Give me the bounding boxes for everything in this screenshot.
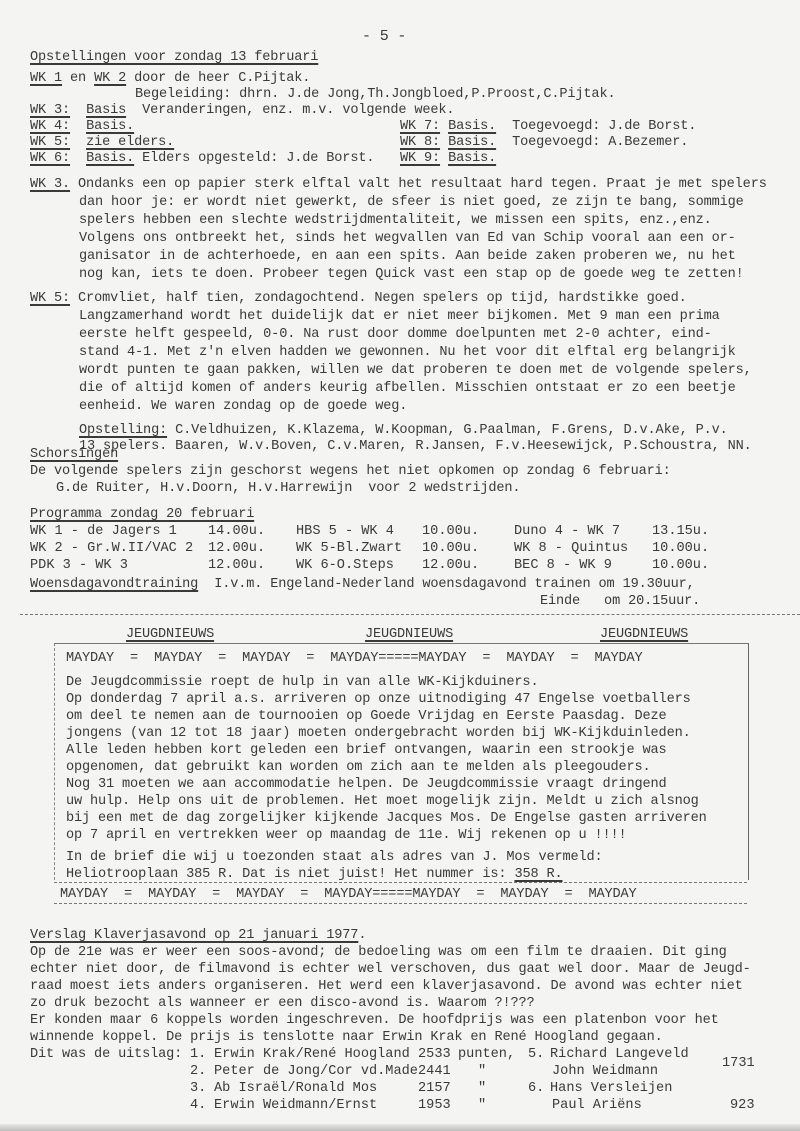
team-row-wk4 <box>30 118 134 135</box>
wk3-report-line-5: ganisator in de achterhoede, en aan een spits. Aan beide zaken proberen we, nu het <box>79 249 736 264</box>
team-label: WK 3: <box>30 103 71 118</box>
klaverjas-line-1: Op de 21e was er weer een soos-avond; de bedoeling was om een film te draaien. Dit ging <box>30 945 727 960</box>
page-edge <box>0 1124 800 1131</box>
result-points: 2441 <box>418 1064 451 1079</box>
programma-match: WK 6-O.Steps <box>296 558 394 573</box>
jeugd-line-10: op 7 april en vertrekken weer op maandag de 11e. Wij rekenen op u !!!! <box>66 828 627 843</box>
jeugd-line-8: uw hulp. Help ons uit de problemen. Het moet mogelijk zijn. Meldt u zich alsnog <box>66 794 699 809</box>
wk5-report-line-6: die of altijd komen of anders keurig afbellen. Misschien ontstaat er zo een beetje <box>79 381 736 396</box>
klaverjas-title: Verslag Klaverjasavond op 21 januari 1977 <box>30 928 359 943</box>
team-basis: Basis. <box>86 119 135 134</box>
programma-time: 13.15u. <box>652 524 710 539</box>
team-note: Toegevoegd: A.Bezemer. <box>496 135 689 150</box>
jeugd-line-4: jongens (van 12 tot 18 jaar) moeten ondergebracht worden bij WK-Kijkduinleden. <box>66 726 691 741</box>
programma-title: Programma zondag 20 februari <box>30 507 255 522</box>
mayday-banner-bottom: MAYDAY = MAYDAY = MAYDAY = MAYDAY=====MAYDAY = MAYDAY = MAYDAY <box>60 887 637 902</box>
jeugd-line-7: Nog 31 moeten we aan accommodatie helpen. De Jeugdcommissie vraagt dringend <box>66 777 667 792</box>
team-basis: zie elders. <box>86 135 175 150</box>
result-pair-a: Richard Langeveld <box>550 1047 689 1062</box>
result-points: 2533 <box>418 1047 451 1062</box>
wk5-report-line-3: eerste helft gespeeld, 0-0. Na rust door domme doelpunten met 2-0 achter, eind- <box>79 327 712 342</box>
programma-match: HBS 5 - WK 4 <box>296 524 394 539</box>
page-number: - 5 - <box>362 28 407 45</box>
team-label: WK 7: <box>400 119 441 134</box>
programma-match: Duno 4 - WK 7 <box>514 524 621 539</box>
klaverjas-title-line <box>30 927 366 944</box>
results-label: Dit was de uitslag: <box>30 1047 183 1062</box>
klaverjas-line-3: raad moest iets anders organiseren. Het werd een klaverjasavond. De avond was echter niet <box>30 979 743 994</box>
result-rank: 1. <box>190 1047 207 1062</box>
klaverjas-line-4: zo druk bezocht als wanneer er een disco-avond is. Waarom ?!??? <box>30 996 535 1011</box>
programma-match: WK 1 - de Jagers 1 <box>30 524 177 539</box>
wk5-report-line-1 <box>30 290 687 307</box>
programma-match: BEC 8 - WK 9 <box>514 558 612 573</box>
result-points: 2157 <box>418 1081 451 1096</box>
programma-time: 12.00u. <box>422 558 480 573</box>
schorsingen-line-2: G.de Ruiter, H.v.Doorn, H.v.Harrewijn voor 2 wedstrijden. <box>56 481 521 496</box>
team-basis: Basis. <box>448 151 497 166</box>
result-pair: Erwin Krak/René Hoogland <box>214 1047 410 1062</box>
result-pair-b: Paul Ariëns <box>552 1098 642 1113</box>
schorsingen-title: Schorsingen <box>30 447 119 462</box>
team-row-wk8 <box>400 134 688 151</box>
result-points: 1953 <box>418 1098 451 1113</box>
team-row-wk6 <box>30 150 374 167</box>
wk12-text: door de heer C.Pijtak. <box>126 71 311 86</box>
mayday-banner-top: MAYDAY = MAYDAY = MAYDAY = MAYDAY=====MAYDAY = MAYDAY = MAYDAY <box>66 651 643 666</box>
wk5-report-line-5: wordt punten te gaan pakken, willen we dat proberen te doen met de volgende spelers, <box>79 363 752 378</box>
wk5-report-line-2: Langzamerhand wordt het duidelijk dat er niet meer bijkomen. Met 9 man een prima <box>79 309 720 324</box>
team-note: Elders opgesteld: J.de Borst. <box>134 151 375 166</box>
programma-match: WK 8 - Quintus <box>514 541 629 556</box>
wk12-en: en <box>62 71 95 86</box>
programma-time: 10.00u. <box>652 541 710 556</box>
result-rank: 3. <box>190 1081 207 1096</box>
schorsingen-line-1: De volgende spelers zijn geschorst wegens het niet opkomen op zondag 6 februari: <box>30 464 671 479</box>
team-basis: Basis. <box>86 151 135 166</box>
wk5-report-label: WK 5: <box>30 291 71 306</box>
correction-text: Heliotrooplaan 385 R. Dat is niet juist! Het nummer is: <box>66 867 515 882</box>
programma-time: 12.00u. <box>208 541 266 556</box>
programma-match: WK 2 - Gr.W.II/VAC 2 <box>30 541 194 556</box>
team-label: WK 5: <box>30 135 71 150</box>
jeugdnieuws-header-center: JEUGDNIEUWS <box>365 627 454 642</box>
correct-number: 358 R. <box>514 867 563 882</box>
team-note: Toegevoegd: J.de Borst. <box>496 119 697 134</box>
wk3-report-label: WK 3. <box>30 177 71 192</box>
klaverjas-line-2: echter niet door, de filmavond is echter wel verschoven, dus gaat wel door. Maar de Jeugd- <box>30 962 751 977</box>
klaverjas-line-5: Er konden maar 6 koppels worden ingeschreven. De hoofdprijs was een platenbon voor het <box>30 1013 719 1028</box>
programma-time: 10.00u. <box>652 558 710 573</box>
jeugd-line-6: opgenomen, dat gebruikt kan worden om zich aan te melden als pleegouders. <box>66 760 651 775</box>
programma-time: 12.00u. <box>208 558 266 573</box>
wk3-report-line-2: dan hoor je: er wordt niet gewerkt, de sfeer is niet goed, ze zijn te bang, sommige <box>79 195 744 210</box>
result-pair-b: John Weidmann <box>552 1064 659 1079</box>
team-basis: Basis. <box>448 119 497 134</box>
result-rank: 5. <box>528 1047 545 1062</box>
jeugdnieuws-header-right: JEUGDNIEUWS <box>600 627 689 642</box>
wk5-report-line-4: stand 4-1. Met z'n elven hadden we gewonnen. Nu het voor dit elftal erg belangrijk <box>79 345 736 360</box>
klaverjas-line-6: winnende koppel. De prijs is tenslotte naar Erwin Krak en René Hoogland gegaan. <box>30 1030 663 1045</box>
correction-line-1: In de brief die wij u toezonden staat als adres van J. Mos vermeld: <box>66 850 603 865</box>
team-label: WK 8: <box>400 135 441 150</box>
wk3-report-line-3: spelers hebben een slechte wedstrijdmentaliteit, we missen een spits, enz.,enz. <box>79 213 712 228</box>
opstelling-label: Opstelling: <box>79 423 168 438</box>
team-row-wk7 <box>400 118 696 135</box>
team-label: WK 9: <box>400 151 441 166</box>
team-note: Veranderingen, enz. m.v. volgende week. <box>126 103 455 118</box>
report-text: Cromvliet, half tien, zondagochtend. Negen spelers op tijd, hardstikke goed. <box>70 291 687 306</box>
opstellingen-title: Opstellingen voor zondag 13 februari <box>30 50 319 65</box>
wk5-report-line-7: eenheid. We waren zondag op de goede weg. <box>79 399 408 414</box>
team-label: WK 4: <box>30 119 71 134</box>
programma-time: 10.00u. <box>422 524 480 539</box>
box-bottom-border <box>54 903 747 904</box>
team-row-wk9 <box>400 150 496 167</box>
programma-time: 10.00u. <box>422 541 480 556</box>
opstelling-line-2: 13 spelers. Baaren, W.v.Boven, C.v.Maren, R.Jansen, F.v.Heesewijck, P.Schoustra, NN. <box>79 439 752 454</box>
programma-match: PDK 3 - WK 3 <box>30 558 128 573</box>
box-inner-divider <box>54 882 747 883</box>
opstelling-players: C.Veldhuizen, K.Klazema, W.Koopman, G.Paalman, F.Grens, D.v.Ake, P.v. <box>167 423 728 438</box>
team-row-wk5 <box>30 134 174 151</box>
team-basis: Basis <box>86 103 127 118</box>
correction-line-2 <box>66 866 562 883</box>
jeugdnieuws-header-left: JEUGDNIEUWS <box>126 627 215 642</box>
title-period: . <box>358 928 367 943</box>
team-basis: Basis. <box>448 135 497 150</box>
wk3-report-line-1 <box>30 176 767 193</box>
result-points: 923 <box>730 1098 755 1113</box>
result-rank: 4. <box>190 1098 207 1113</box>
wk1-label: WK 1 <box>30 71 63 86</box>
jeugd-line-1: De Jeugdcommissie roept de hulp in van alle WK-Kijkduiners. <box>66 675 539 690</box>
result-rank: 6. <box>528 1081 545 1096</box>
jeugd-line-2: Op donderdag 7 april a.s. arriveren op onze uitnodiging 47 Engelse voetballers <box>66 692 691 707</box>
report-text: Ondanks een op papier sterk elftal valt het resultaat hard tegen. Praat je met spelers <box>70 177 767 192</box>
begeleiding-line: Begeleiding: dhrn. J.de Jong,Th.Jongbloed,P.Proost,C.Pijtak. <box>135 87 616 102</box>
team-row-wk3 <box>30 102 454 119</box>
result-pair: Ab Israël/Ronald Mos <box>214 1081 378 1096</box>
programma-time: 14.00u. <box>208 524 266 539</box>
result-pair-a: Hans Versleijen <box>550 1081 673 1096</box>
result-points: 1731 <box>722 1056 755 1071</box>
team-label: WK 6: <box>30 151 71 166</box>
result-unit: punten, <box>458 1047 516 1062</box>
jeugd-line-5: Alle leden hebben kort geleden een brief ontvangen, waarin een strookje was <box>66 743 667 758</box>
result-unit: " <box>478 1098 487 1113</box>
jeugd-line-9: bij een met de dag zorgelijker kijkende Jacques Mos. De Engelse gasten arriveren <box>66 811 707 826</box>
opstelling-line-1 <box>79 422 728 439</box>
wk3-report-line-6: nog kan, iets te doen. Probeer tegen Quick vast een stap op de goede weg te zetten! <box>79 267 744 282</box>
result-rank: 2. <box>190 1064 207 1079</box>
result-pair: Erwin Weidmann/Ernst <box>214 1098 378 1113</box>
wk2-label: WK 2 <box>94 71 127 86</box>
training-line-2: Einde om 20.15uur. <box>540 594 701 609</box>
programma-match: WK 5-Bl.Zwart <box>296 541 403 556</box>
training-line-1 <box>30 576 695 593</box>
training-text: I.v.m. Engeland-Nederland woensdagavond trainen om 19.30uur, <box>214 577 695 592</box>
result-unit: " <box>478 1081 487 1096</box>
wk3-report-line-4: Volgens ons ontbreekt het, sinds het wegvallen van Ed van Schip vooral aan een or- <box>79 231 736 246</box>
training-title: Woensdagavondtraining <box>30 577 199 592</box>
wk12-line <box>30 70 310 87</box>
jeugd-line-3: om deel te nemen aan de tournooien op Goede Vrijdag en Eerste Paasdag. Deze <box>66 709 667 724</box>
result-pair: Peter de Jong/Cor vd.Made <box>214 1064 418 1079</box>
result-unit: " <box>478 1064 487 1079</box>
section-divider <box>20 614 800 615</box>
